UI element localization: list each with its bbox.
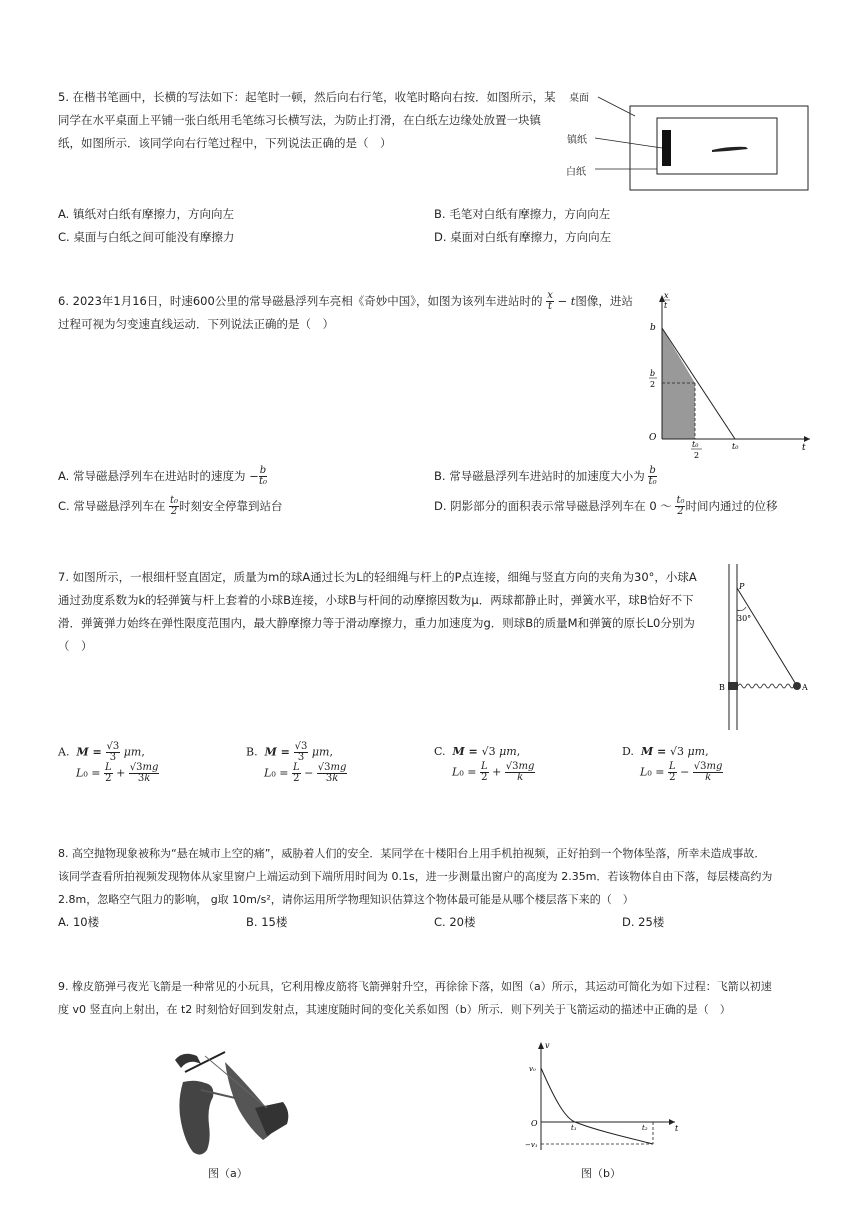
- question-6: 6. 2023年1月16日，时速600公里的常导磁悬浮列车亮相《奇妙中国》，如图为该列车进站时的 $\frac{x}{t}$ − t图像，进站 过程可视为匀变速直线运动．下列说法正确的是（ ）: [58, 290, 658, 336]
- q7-option-d[interactable]: D. M = √3 μm, L₀ = $\frac{L}{2}$ − $\frac{√3mg}{k}$: [622, 745, 723, 783]
- svg-text:2: 2: [650, 380, 656, 389]
- svg-text:v₀: v₀: [529, 1065, 536, 1073]
- svg-text:v: v: [545, 1041, 550, 1050]
- svg-text:P: P: [739, 582, 745, 591]
- paperweight-block: [662, 130, 671, 166]
- q5-option-c[interactable]: C. 桌面与白纸之间可能没有摩擦力: [58, 230, 235, 244]
- q8-option-c[interactable]: C. 20楼: [434, 915, 476, 929]
- q8-option-a[interactable]: A. 10楼: [58, 915, 100, 929]
- q9-vt-graph: [525, 1040, 685, 1155]
- slingshot-photo: [165, 1042, 295, 1162]
- q5-label-paper: 白纸: [566, 167, 586, 178]
- caption-figure-b: 图（b）: [581, 1167, 621, 1180]
- x-over-t-fraction: $\frac{x}{t}$: [547, 290, 553, 312]
- question-9: [58, 975, 818, 1021]
- svg-text:O: O: [531, 1119, 538, 1128]
- q7-option-a[interactable]: A. M = $\frac{√3}{3}$ μm, L₀ = $\frac{L}{2}$ + $\frac{√3mg}{3k}$: [58, 741, 159, 784]
- ball-a: [793, 682, 801, 690]
- q7-option-c[interactable]: C. M = √3 μm, L₀ = $\frac{L}{2}$ + $\frac{√3mg}{k}$: [434, 745, 535, 783]
- q6-option-c[interactable]: C. 常导磁悬浮列车在 $\frac{\text{t₀}}{2}$ 时刻安全停靠到站台: [58, 495, 283, 517]
- q7-line-4: （ ）: [58, 639, 93, 653]
- q5-line-1: 5. 在楷书笔画中，长横的写法如下：起笔时一顿，然后向右行笔，收笔时略向右按．如图所示，某: [58, 90, 556, 104]
- svg-text:−v₁: −v₁: [525, 1141, 538, 1149]
- q8-option-b[interactable]: B. 15楼: [246, 915, 288, 929]
- svg-text:30°: 30°: [737, 614, 752, 623]
- q5-option-d[interactable]: D. 桌面对白纸有摩擦力，方向向左: [434, 230, 612, 244]
- q6-option-d[interactable]: D. 阴影部分的面积表示常导磁悬浮列车在 0 ～ $\frac{\text{t₀}}{2}$ 时间内通过的位移: [434, 495, 778, 517]
- svg-text:B: B: [719, 683, 725, 692]
- q7-line-3: 滑．弹簧弹力始终在弹性限度范围内，最大静摩擦力等于滑动摩擦力，重力加速度为g．则球B的质量M和弹簧的原长L0分别为: [58, 616, 695, 630]
- q6-line-1-tail: 图像，进站: [575, 294, 633, 308]
- q8-option-d[interactable]: D. 25楼: [622, 915, 665, 929]
- svg-text:t: t: [664, 301, 668, 310]
- svg-text:A: A: [802, 683, 808, 692]
- svg-text:b: b: [650, 369, 656, 378]
- svg-text:O: O: [649, 433, 657, 443]
- question-7: [58, 566, 698, 658]
- svg-text:t₀: t₀: [692, 440, 699, 449]
- svg-text:t: t: [802, 443, 806, 453]
- q5-label-weight: 镇纸: [567, 135, 587, 146]
- svg-text:b: b: [650, 323, 656, 333]
- q6-option-a[interactable]: A. 常导磁悬浮列车在进站时的速度为 − $\frac{b}{\text{t₀}}$: [58, 465, 267, 487]
- svg-text:t: t: [675, 1124, 679, 1133]
- string: [737, 588, 797, 686]
- q9-line-2: 度 v0 竖直向上射出，在 t2 时刻恰好回到发射点，其速度随时间的变化关系如图（b）所示．则下列关于飞箭运动的描述中正确的是（ ）: [58, 1003, 731, 1016]
- question-8: [58, 842, 818, 911]
- q7-line-2: 通过劲度系数为k的轻弹簧与杆上套着的小球B连接，小球B与杆间的动摩擦因数为μ．两球都静止时，弹簧水平，球B恰好不下: [58, 593, 694, 607]
- svg-text:2: 2: [694, 451, 700, 460]
- q8-line-2: 该同学查看所拍视频发现物体从家里窗户上端运动到下端所用时间为 0.1s，进一步测量出窗户的高度为 2.35m．若该物体自由下落，每层楼高约为: [58, 870, 773, 883]
- caption-figure-a: 图（a）: [208, 1167, 248, 1180]
- q6-xt-graph: [640, 290, 820, 460]
- q5-label-desk: 桌面: [569, 93, 589, 104]
- svg-text:t₂: t₂: [642, 1124, 648, 1132]
- spring: [738, 684, 798, 688]
- q7-line-1: 7. 如图所示，一根细杆竖直固定，质量为m的球A通过长为L的轻细绳与杆上的P点连接，细绳与竖直方向的夹角为30°，小球A: [58, 570, 697, 584]
- q8-line-1: 8. 高空抛物现象被称为“悬在城市上空的痛”，威胁着人们的安全．某同学在十楼阳台上用手机拍视频，正好拍到一个物体坠落，所幸未造成事故．: [58, 847, 766, 860]
- shaded-area: [662, 328, 695, 439]
- question-5: [58, 86, 558, 155]
- q7-option-b[interactable]: B. M = $\frac{√3}{3}$ μm, L₀ = $\frac{L}{2}$ − $\frac{√3mg}{3k}$: [246, 741, 347, 784]
- brush-stroke: [712, 147, 748, 152]
- q5-line-3: 纸，如图所示．该同学向右行笔过程中，下列说法正确的是（ ）: [58, 136, 392, 150]
- paper-rect: [657, 118, 777, 174]
- q6-line-1: 6. 2023年1月16日，时速600公里的常导磁悬浮列车亮相《奇妙中国》，如图为该列车进站时的: [58, 294, 543, 308]
- velocity-curve: [541, 1068, 653, 1144]
- q5-option-b[interactable]: B. 毛笔对白纸有摩擦力，方向向左: [434, 207, 611, 221]
- q5-line-2: 同学在水平桌面上平铺一张白纸用毛笔练习长横写法，为防止打滑，在白纸左边缘处放置一块镇: [58, 113, 541, 127]
- q6-option-b[interactable]: B. 常导磁悬浮列车进站时的加速度大小为 $\frac{b}{\text{t₀}}$: [434, 465, 657, 487]
- svg-text:x: x: [664, 291, 669, 300]
- q5-option-a[interactable]: A. 镇纸对白纸有摩擦力，方向向左: [58, 207, 234, 221]
- q5-figure: [560, 80, 820, 200]
- q9-line-1: 9. 橡皮筋弹弓夜光飞箭是一种常见的小玩具，它利用橡皮筋将飞箭弹射升空，再徐徐下落，如图（a）所示，其运动可简化为如下过程：飞箭以初速: [58, 980, 772, 993]
- q7-figure: [715, 560, 815, 732]
- svg-text:t₁: t₁: [571, 1124, 577, 1132]
- ball-b: [728, 682, 738, 690]
- svg-text:t₀: t₀: [732, 442, 739, 451]
- q8-line-3: 2.8m，忽略空气阻力的影响， g取 10m/s²，请你运用所学物理知识估算这个物体最可能是从哪个楼层落下来的（ ）: [58, 893, 634, 906]
- q6-line-2: 过程可视为匀变速直线运动．下列说法正确的是（ ）: [58, 317, 334, 331]
